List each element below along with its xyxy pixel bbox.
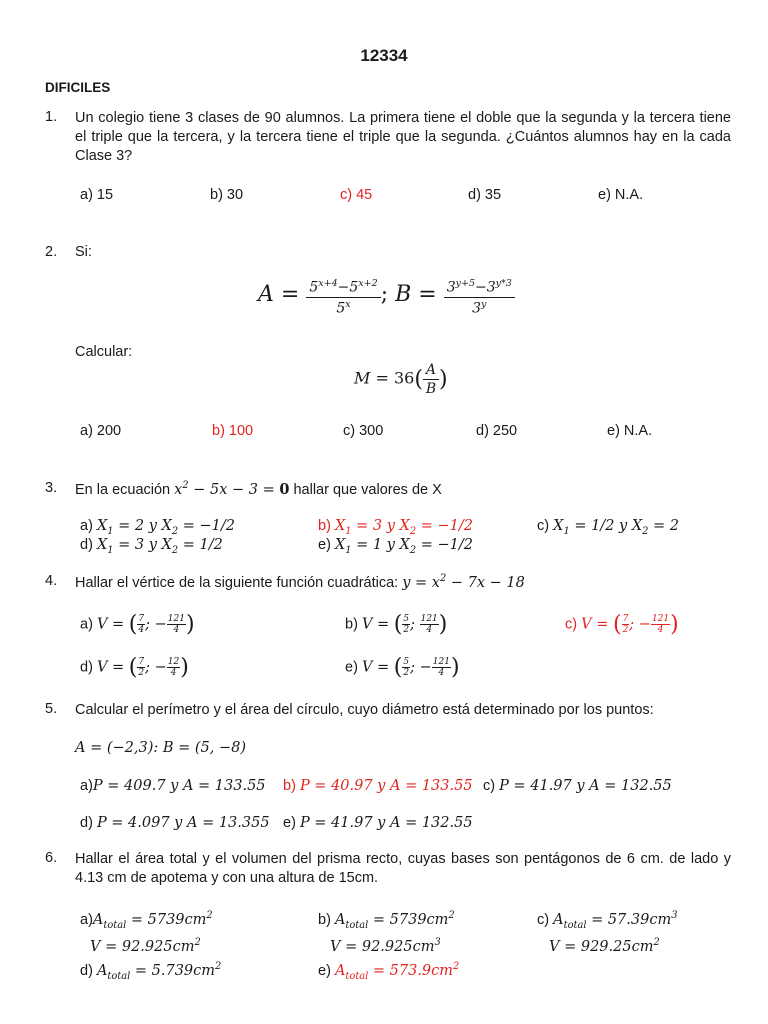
question-3-text bbox=[75, 480, 442, 498]
question-1-text: Un colegio tiene 3 clases de 90 alumnos. La primera tiene el doble que la segunda y la tercera tiene el triple que la tercera, y la tercera tiene el triple que la segunda. ¿Cuántos alumnos hay en la cada Clase 3? bbox=[75, 110, 731, 164]
q3-text-after: hallar que valores de X bbox=[293, 481, 442, 498]
q3-text-before: En la ecuación bbox=[75, 481, 171, 498]
q1-option-c-answer: c) 45 bbox=[340, 187, 373, 203]
q5-points: A = (−2,3): B = (5, −8) bbox=[75, 740, 247, 756]
q3-option-b-answer: b) $X_1 = 3$ y $X_2 = -1/2$ bbox=[318, 518, 473, 537]
q1-option-a: a) 15 bbox=[80, 187, 114, 203]
q4-option-a: a) V = ( $\frac{7}{4}$ ; − $\frac{121}{4}$ ) bbox=[80, 612, 195, 637]
q6-option-e: e) $A_{total} = 573.9cm^2$ bbox=[318, 961, 460, 982]
q6-option-b: b) $A_{total} = 5739cm^2$ $V = 92.925cm^3$ bbox=[318, 910, 455, 955]
page-title: 12334 bbox=[360, 46, 408, 65]
question-6-text: Hallar el área total y el volumen del prisma recto, cuyas bases son pentágonos de 6 cm. de lado y 4.13 cm de apotema y con una altura de 15cm. bbox=[75, 851, 731, 886]
q3-option-c: c) $X_1 = 1/2$ y $X_2 = 2$ bbox=[537, 518, 680, 537]
q1-option-b: b) 30 bbox=[210, 187, 244, 203]
q5-option-a: a)P = 409.7 y A = 133.55 bbox=[80, 778, 266, 794]
q4-option-b: b) V = ( $\frac{5}{2}$ ; $\frac{121}{4}$ ) bbox=[345, 612, 448, 637]
question-3-number: 3. bbox=[45, 480, 58, 496]
q2-formula-m: M = 36( $\frac{A}{B}$ ) bbox=[354, 362, 448, 397]
q4-function: $y = x^2 - 7x - 18$ bbox=[402, 573, 525, 591]
q6-option-c: c) $A_{total} = 57.39cm^3$ $V = 929.25cm^2$ bbox=[537, 910, 678, 955]
q4-text: Hallar el vértice de la siguiente función cuadrática: bbox=[75, 574, 399, 591]
q4-option-c-answer: c) V = ( $\frac{7}{2}$ ; − $\frac{121}{4}$ ) bbox=[565, 612, 679, 637]
q2-option-a: a) 200 bbox=[80, 423, 122, 439]
q2-option-e: e) N.A. bbox=[607, 423, 653, 439]
question-4-text bbox=[75, 573, 525, 591]
q4-option-e: e) V = ( $\frac{5}{2}$ ; − $\frac{121}{4}$ ) bbox=[345, 655, 460, 680]
question-2-text: Si: bbox=[75, 244, 92, 260]
q5-option-e: e) P = 41.97 y A = 132.55 bbox=[283, 815, 473, 831]
q3-option-d: d) $X_1 = 3$ y $X_2 = 1/2$ bbox=[80, 537, 223, 556]
q3-option-e: e) $X_1 = 1$ y $X_2 = -1/2$ bbox=[318, 537, 473, 556]
q2-option-c: c) 300 bbox=[343, 423, 384, 439]
question-5-number: 5. bbox=[45, 701, 58, 717]
section-heading: DIFICILES bbox=[45, 80, 111, 95]
question-6-number: 6. bbox=[45, 850, 58, 866]
q1-option-d: d) 35 bbox=[468, 187, 502, 203]
q2-calculate-label: Calcular: bbox=[75, 344, 133, 360]
q6-option-d: d) $A_{total} = 5.739cm^2$ bbox=[80, 961, 222, 982]
question-1-number: 1. bbox=[45, 109, 58, 125]
q3-equation: $x^2 - 5x - 3 = 0$ bbox=[174, 480, 290, 498]
q6-option-a: $a)A_{total} = 5739cm^2$ $V = 92.925cm^2$ bbox=[80, 910, 213, 955]
q1-option-e: e) N.A. bbox=[598, 187, 644, 203]
q5-option-c: c) P = 41.97 y A = 132.55 bbox=[483, 778, 672, 794]
q5-option-b-answer: b) P = 40.97 y A = 133.55 bbox=[283, 778, 473, 794]
question-4-number: 4. bbox=[45, 573, 58, 589]
q2-option-d: d) 250 bbox=[476, 423, 518, 439]
q2-option-b-answer: b) 100 bbox=[212, 423, 254, 439]
q2-formula-a-b: A = $\frac{5^{x+4}-5^{x+2}}{5^x}$ ; B = $\frac{3^{y+5}-3^{y*3}}{3^y}$ bbox=[258, 278, 515, 316]
q4-option-d: d) V = ( $\frac{7}{2}$ ; − $\frac{12}{4}$ ) bbox=[80, 655, 189, 680]
q3-option-a: a) $X_1 = 2$ y $X_2 = -1/2$ bbox=[80, 518, 235, 537]
question-5-text: Calcular el perímetro y el área del círculo, cuyo diámetro está determinado por los puntos: bbox=[75, 702, 654, 718]
question-2-number: 2. bbox=[45, 244, 58, 260]
q5-option-d: d) P = 4.097 y A = 13.355 bbox=[80, 815, 270, 831]
